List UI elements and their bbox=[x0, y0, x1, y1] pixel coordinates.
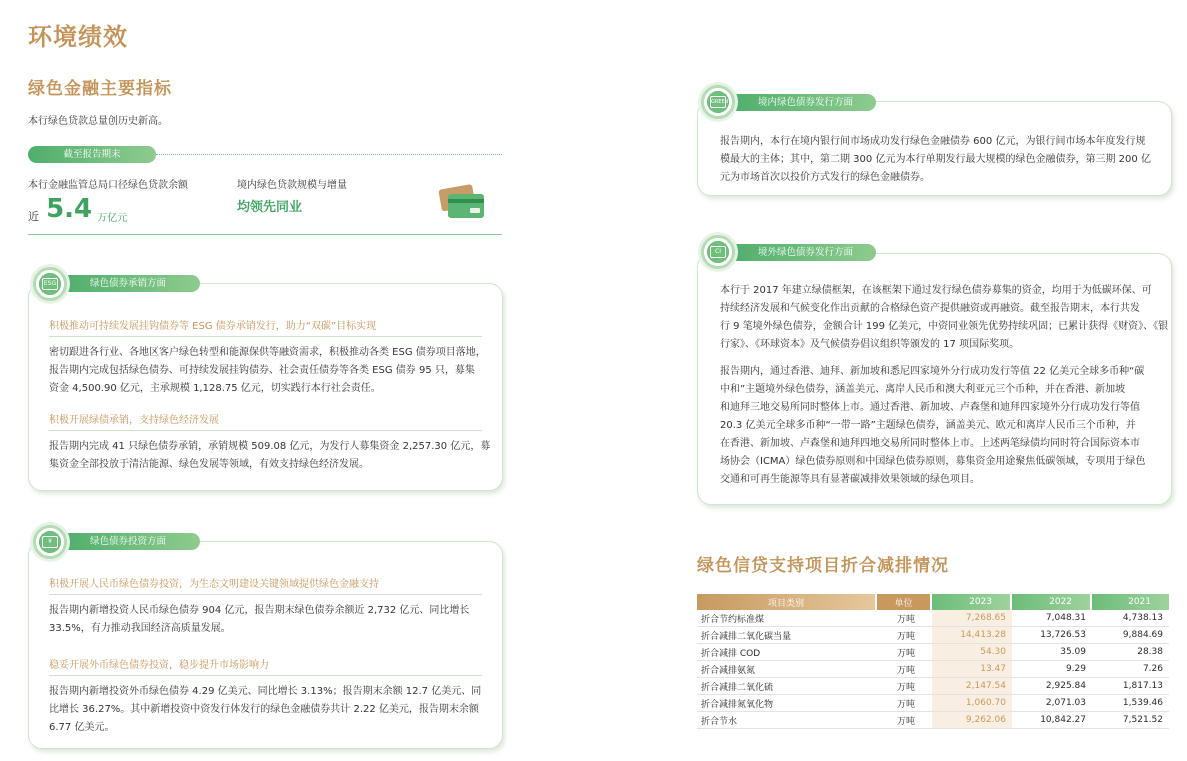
table-row bbox=[697, 678, 1169, 695]
intro-text: 本行绿色贷款总量创历史新高。 bbox=[28, 116, 168, 127]
table-row bbox=[697, 627, 1169, 644]
metric1-value-row bbox=[28, 194, 127, 228]
rule bbox=[49, 336, 482, 337]
cell-2023: 13.47 bbox=[932, 661, 1012, 678]
cell-2023: 7,268.65 bbox=[932, 610, 1012, 627]
page-title: 环境绩效 bbox=[28, 23, 128, 51]
card-overseas-issuance bbox=[697, 253, 1172, 505]
cell-2021: 1,817.13 bbox=[1092, 678, 1169, 695]
domestic-paragraph: 报告期内，本行在境内银行间市场成功发行绿色金融债券 600 亿元，为银行间市场本年度发行规 模最大的主体；其中，第二期 300 亿元为本行单期发行最大规模的绿色金融债券，第三期 200 亿 元为市场首次以投价方式发行的绿色金融债券。 bbox=[720, 136, 1151, 183]
dotted-divider bbox=[156, 154, 502, 155]
table-title: 绿色信贷支持项目折合减排情况 bbox=[697, 556, 949, 576]
green-bond-icon: GREEN bbox=[698, 82, 738, 122]
overseas-bond-icon: CI bbox=[698, 232, 738, 272]
cell-2023: 54.30 bbox=[932, 644, 1012, 661]
cell-unit: 万吨 bbox=[877, 661, 932, 678]
cell-2021: 7,521.52 bbox=[1092, 712, 1169, 729]
header-category: 项目类别 bbox=[697, 594, 877, 610]
cell-2022: 13,726.53 bbox=[1012, 627, 1092, 644]
emission-reduction-table bbox=[697, 594, 1169, 729]
rule bbox=[49, 675, 482, 676]
overseas-paragraph1: 本行于 2017 年建立绿债框架，在该框架下通过发行绿色债券募集的资金，均用于为低碳环保、可 持续经济发展和气候变化作出贡献的合格绿色资产提供融资或再融资。截至报告期末，本行共发 行 9 笔境外绿色债券，金额合计 199 亿美元，中资同业领先优势持续巩固；已累计获得《财资》、《银 行家》、《环球资本》及气候债券倡议组织等颁发的 17 项国际奖项。 bbox=[720, 285, 1169, 350]
investment-paragraph2: 报告期内新增投资外币绿色债券 4.29 亿美元、同比增长 3.13%；报告期末余额 12.7 亿美元、同 比增长 36.27%。其中新增投资中资发行体发行的绿色金融债券共计 2.22 亿美元，报告期末余额 6.77 亿美元。 bbox=[49, 686, 482, 733]
header-unit: 单位 bbox=[877, 594, 932, 610]
metric1-unit: 万亿元 bbox=[97, 213, 128, 224]
table-header-row bbox=[697, 594, 1169, 610]
underwriting-paragraph2: 报告期内完成 41 只绿色债券承销，承销规模 509.08 亿元，为发行人募集资金 2,257.30 亿元，募 集资金全部投放于清洁能源、绿色发展等领域，有效支持绿色经济发展。 bbox=[49, 441, 491, 470]
cell-2022: 9.29 bbox=[1012, 661, 1092, 678]
cell-2022: 35.09 bbox=[1012, 644, 1092, 661]
card-underwriting bbox=[28, 283, 503, 491]
bond-certificate-icon: ESG bbox=[30, 264, 70, 304]
cell-2023: 2,147.54 bbox=[932, 678, 1012, 695]
investment-paragraph1: 报告期内新增投资人民币绿色债券 904 亿元，报告期末绿色债券余额近 2,732 亿元、同比增长 33.5%，有力推动我国经济高质量发展。 bbox=[49, 605, 470, 634]
metric2-label: 境内绿色贷款规模与增量 bbox=[237, 180, 347, 191]
cell-2021: 28.38 bbox=[1092, 644, 1169, 661]
table-row bbox=[697, 644, 1169, 661]
overseas-paragraph2: 报告期内，通过香港、迪拜、新加坡和悉尼四家境外分行成功发行等值 22 亿美元全球多币种“碳 中和”主题境外绿色债券，涵盖美元、离岸人民币和澳大利亚元三个币种，并在香港、新加坡 和迪拜三地交易所同时整体上市。通过香港、新加坡、卢森堡和迪拜四家境外分行成功发行等值 20.3 亿美元全球多币种“一带一路”主题绿色债券，涵盖美元、欧元和离岸人民币三个币种，并 在香港、新加坡、卢森堡和迪拜四地交易所同时整体上市。上述两笔绿债均同时符合国际资本市 场协会（ICMA）绿色债券原则和中国绿色债券原则，募集资金用途聚焦低碳领域，专项用于绿色 交通和可再生能源等具有显著碳减排效果领域的绿色项目。 bbox=[720, 366, 1146, 485]
cell-2021: 9,884.69 bbox=[1092, 627, 1169, 644]
cell-2021: 4,738.13 bbox=[1092, 610, 1169, 627]
cell-category: 折合减排二氧化硫 bbox=[697, 678, 877, 695]
cell-category: 折合减排二氧化碳当量 bbox=[697, 627, 877, 644]
overseas-pill: 境外绿色债券发行方面 bbox=[728, 244, 876, 261]
table-body bbox=[697, 610, 1169, 729]
cell-2021: 7.26 bbox=[1092, 661, 1169, 678]
underwriting-pill: 绿色债券承销方面 bbox=[60, 275, 200, 292]
cell-2023: 14,413.28 bbox=[932, 627, 1012, 644]
cell-2022: 2,925.84 bbox=[1012, 678, 1092, 695]
cell-category: 折合减排氨氮 bbox=[697, 661, 877, 678]
metric1-label: 本行金融监管总局口径绿色贷款余额 bbox=[28, 180, 188, 191]
table-row bbox=[697, 661, 1169, 678]
metric1-prefix: 近 bbox=[28, 210, 39, 223]
header-2021: 2021 bbox=[1092, 594, 1169, 610]
cell-unit: 万吨 bbox=[877, 627, 932, 644]
wallet-icon bbox=[436, 184, 488, 220]
cell-category: 折合节约标准煤 bbox=[697, 610, 877, 627]
cell-2022: 7,048.31 bbox=[1012, 610, 1092, 627]
table-row bbox=[697, 712, 1169, 729]
underwriting-sub2: 积极开展绿债承销，支持绿色经济发展 bbox=[49, 415, 219, 426]
metrics-bottom-rule bbox=[28, 234, 502, 235]
investment-pill: 绿色债券投资方面 bbox=[60, 533, 200, 550]
cell-unit: 万吨 bbox=[877, 610, 932, 627]
period-pill: 截至报告期末 bbox=[28, 146, 156, 163]
header-2022: 2022 bbox=[1012, 594, 1092, 610]
rule bbox=[49, 594, 482, 595]
investment-sub2: 稳妥开展外币绿色债券投资，稳步提升市场影响力 bbox=[49, 660, 269, 671]
cell-category: 折合减排氮氧化物 bbox=[697, 695, 877, 712]
metric2-value: 均领先同业 bbox=[237, 200, 303, 215]
domestic-pill: 境内绿色债券发行方面 bbox=[728, 94, 876, 111]
metric1-value: 5.4 bbox=[46, 194, 93, 224]
cell-2023: 1,060.70 bbox=[932, 695, 1012, 712]
cell-unit: 万吨 bbox=[877, 712, 932, 729]
cell-category: 折合减排 COD bbox=[697, 644, 877, 661]
section-title-green-finance: 绿色金融主要指标 bbox=[28, 79, 172, 99]
header-2023: 2023 bbox=[932, 594, 1012, 610]
cell-2023: 9,262.06 bbox=[932, 712, 1012, 729]
table-row bbox=[697, 610, 1169, 627]
cell-unit: 万吨 bbox=[877, 644, 932, 661]
investment-sub1: 积极开展人民币绿色债券投资，为生态文明建设关键领域提供绿色金融支持 bbox=[49, 579, 379, 590]
card-domestic-issuance bbox=[697, 101, 1172, 196]
cell-2021: 1,539.46 bbox=[1092, 695, 1169, 712]
card-investment bbox=[28, 541, 503, 749]
underwriting-sub1: 积极推动可持续发展挂钩债券等 ESG 债券承销发行，助力“双碳”目标实现 bbox=[49, 321, 377, 332]
investment-bill-icon: ¥ bbox=[30, 522, 70, 562]
underwriting-paragraph1: 密切跟进各行业、各地区客户绿色转型和能源保供等融资需求，积极推动各类 ESG 债券项目落地， 报告期内完成包括绿色债券、可持续发展挂钩债券、社会责任债券等各类 ESG 债券 95 只，募集 资金 4,500.90 亿元，主承规模 1,128.75 亿元，切实践行本行社会责任。 bbox=[49, 347, 486, 394]
cell-unit: 万吨 bbox=[877, 695, 932, 712]
cell-2022: 10,842.27 bbox=[1012, 712, 1092, 729]
cell-unit: 万吨 bbox=[877, 678, 932, 695]
cell-category: 折合节水 bbox=[697, 712, 877, 729]
table-row bbox=[697, 695, 1169, 712]
cell-2022: 2,071.03 bbox=[1012, 695, 1092, 712]
rule bbox=[49, 430, 482, 431]
